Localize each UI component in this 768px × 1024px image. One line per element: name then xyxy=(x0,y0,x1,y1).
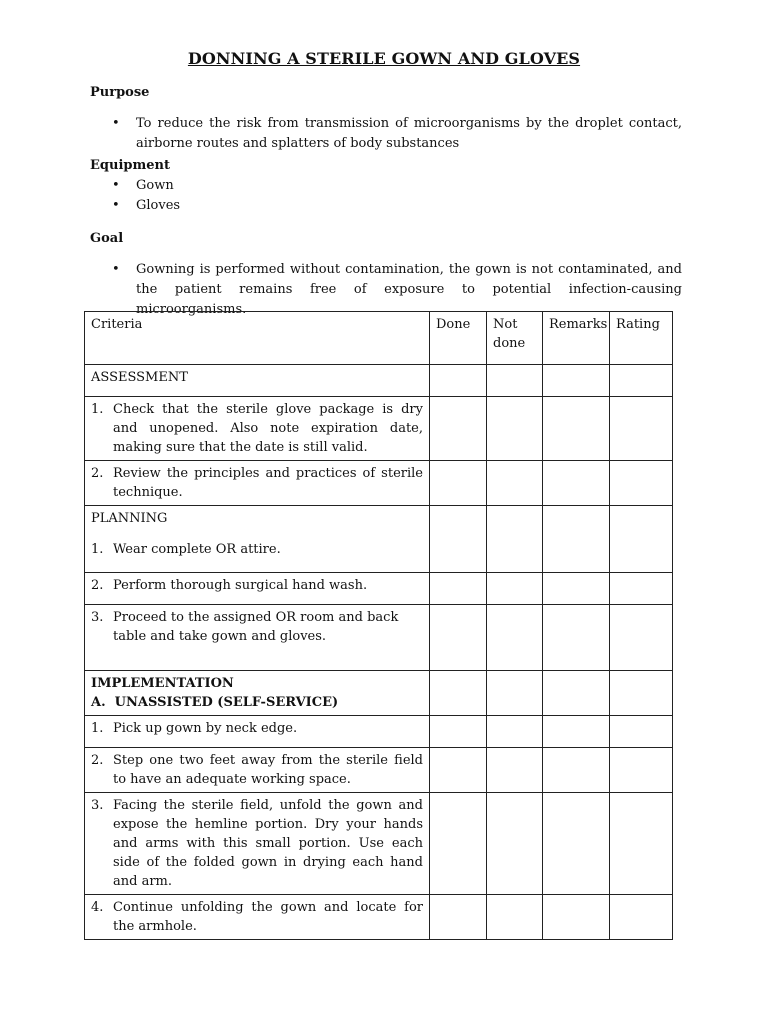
criteria-table xyxy=(84,311,673,940)
table-row xyxy=(85,605,673,671)
header-done: Done xyxy=(430,312,487,365)
done-cell xyxy=(430,895,487,940)
item-number: 3. xyxy=(91,610,104,625)
item-text: Facing the sterile field, unfold the gown and expose the hemline portion. Dry your hands and arms with this small portion. Use each side of the folded gown in drying each hand and arm. xyxy=(113,798,423,889)
table-row xyxy=(85,748,673,793)
table-row xyxy=(85,793,673,895)
criteria-cell xyxy=(85,716,430,748)
page-title: DONNING A STERILE GOWN AND GLOVES xyxy=(187,49,581,68)
done-cell xyxy=(430,506,487,573)
item-number: 2. xyxy=(91,578,104,593)
item-text: Check that the sterile glove package is dry and unopened. Also note expiration date, making sure that the date is still valid. xyxy=(113,402,423,455)
criteria-cell xyxy=(85,605,430,671)
not-done-cell xyxy=(487,748,543,793)
section-implementation: IMPLEMENTATION xyxy=(91,676,234,691)
rating-cell xyxy=(610,895,673,940)
equipment-heading: Equipment xyxy=(90,158,170,173)
purpose-heading: Purpose xyxy=(90,85,150,100)
not-done-cell xyxy=(487,793,543,895)
done-cell xyxy=(430,716,487,748)
item-text: Review the principles and practices of sterile technique. xyxy=(113,466,423,500)
item-text: Wear complete OR attire. xyxy=(113,542,281,557)
table-row xyxy=(85,895,673,940)
table-row xyxy=(85,365,673,397)
item-number: 1. xyxy=(91,542,104,557)
header-not-done: Not done xyxy=(487,312,543,365)
criteria-cell xyxy=(85,506,430,573)
section-planning: PLANNING xyxy=(91,511,168,526)
remarks-cell xyxy=(543,748,610,793)
goal-heading: Goal xyxy=(90,231,124,246)
criteria-cell xyxy=(85,793,430,895)
remarks-cell xyxy=(543,605,610,671)
table-row xyxy=(85,716,673,748)
remarks-cell xyxy=(543,365,610,397)
section-assessment: ASSESSMENT xyxy=(85,365,430,397)
item-text: Step one two feet away from the sterile field to have an adequate working space. xyxy=(113,753,423,787)
purpose-item: • To reduce the risk from transmission of microorganisms by the droplet contact, airborne routes and splatters of body substances xyxy=(112,114,682,154)
equipment-item-gloves: • Gloves xyxy=(112,196,682,216)
done-cell xyxy=(430,573,487,605)
header-remarks: Remarks xyxy=(543,312,610,365)
equipment-list xyxy=(112,176,682,216)
rating-cell xyxy=(610,748,673,793)
not-done-cell xyxy=(487,365,543,397)
not-done-cell xyxy=(487,397,543,461)
done-cell xyxy=(430,605,487,671)
purpose-list xyxy=(112,114,682,154)
criteria-cell xyxy=(85,573,430,605)
not-done-cell xyxy=(487,605,543,671)
remarks-cell xyxy=(543,793,610,895)
criteria-cell xyxy=(85,895,430,940)
header-rating: Rating xyxy=(610,312,673,365)
remarks-cell xyxy=(543,671,610,716)
table-row xyxy=(85,671,673,716)
rating-cell xyxy=(610,365,673,397)
done-cell xyxy=(430,461,487,506)
rating-cell xyxy=(610,573,673,605)
subsection-unassisted: A. UNASSISTED (SELF-SERVICE) xyxy=(91,695,339,710)
table-row xyxy=(85,506,673,573)
not-done-cell xyxy=(487,461,543,506)
rating-cell xyxy=(610,461,673,506)
rating-cell xyxy=(610,793,673,895)
table-row xyxy=(85,461,673,506)
table-row xyxy=(85,573,673,605)
criteria-cell xyxy=(85,748,430,793)
remarks-cell xyxy=(543,506,610,573)
rating-cell xyxy=(610,605,673,671)
item-text: Pick up gown by neck edge. xyxy=(113,721,298,736)
criteria-cell xyxy=(85,671,430,716)
goal-item: • Gowning is performed without contamination, the gown is not contaminated, and the patient remains free of exposure to potential infection-causing microorganisms. xyxy=(112,260,682,320)
not-done-cell xyxy=(487,671,543,716)
not-done-cell xyxy=(487,895,543,940)
done-cell xyxy=(430,793,487,895)
table-header-row xyxy=(85,312,673,365)
not-done-cell xyxy=(487,716,543,748)
criteria-cell xyxy=(85,397,430,461)
item-number: 3. xyxy=(91,798,104,813)
rating-cell xyxy=(610,397,673,461)
remarks-cell xyxy=(543,397,610,461)
item-number: 1. xyxy=(91,721,104,736)
remarks-cell xyxy=(543,895,610,940)
remarks-cell xyxy=(543,461,610,506)
not-done-cell xyxy=(487,506,543,573)
done-cell xyxy=(430,671,487,716)
header-criteria: Criteria xyxy=(85,312,430,365)
done-cell xyxy=(430,748,487,793)
rating-cell xyxy=(610,716,673,748)
remarks-cell xyxy=(543,573,610,605)
rating-cell xyxy=(610,671,673,716)
equipment-item-gown: • Gown xyxy=(112,176,682,196)
done-cell xyxy=(430,397,487,461)
item-text: Continue unfolding the gown and locate for the armhole. xyxy=(113,900,423,934)
not-done-cell xyxy=(487,573,543,605)
item-number: 4. xyxy=(91,900,104,915)
criteria-cell xyxy=(85,461,430,506)
done-cell xyxy=(430,365,487,397)
item-number: 2. xyxy=(91,466,104,481)
rating-cell xyxy=(610,506,673,573)
item-text: Perform thorough surgical hand wash. xyxy=(113,578,368,593)
table-row xyxy=(85,397,673,461)
item-number: 1. xyxy=(91,402,104,417)
item-text: Proceed to the assigned OR room and back table and take gown and gloves. xyxy=(113,610,399,644)
remarks-cell xyxy=(543,716,610,748)
item-number: 2. xyxy=(91,753,104,768)
